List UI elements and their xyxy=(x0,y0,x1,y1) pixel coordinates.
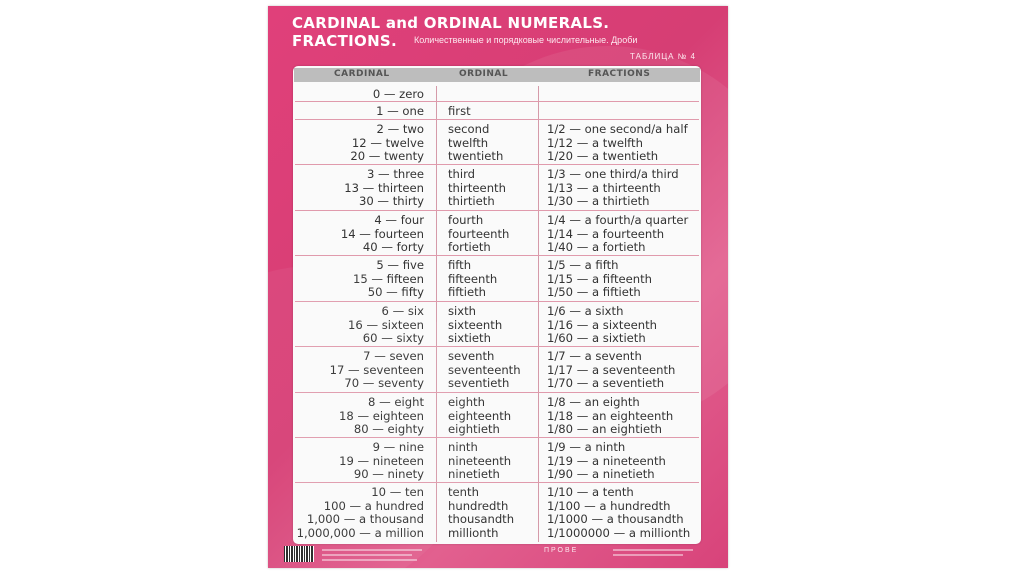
ordinal-cell: millionth xyxy=(448,525,499,540)
cardinal-cell: 18 — eighteen xyxy=(339,408,424,423)
column-divider xyxy=(436,86,437,542)
cardinal-cell: 4 — four xyxy=(374,213,424,227)
numerals-table xyxy=(293,66,701,544)
cardinal-cell: 5 — five xyxy=(376,258,424,272)
row-divider xyxy=(295,301,699,302)
publisher-fine-print xyxy=(322,559,417,561)
row-divider xyxy=(295,210,699,211)
fractions-cell: 1/1000000 — a millionth xyxy=(547,525,691,540)
fractions-cell: 1/90 — a ninetieth xyxy=(547,467,655,482)
column-divider xyxy=(538,86,539,542)
fractions-cell: 1/4 — a fourth/a quarter xyxy=(547,213,689,227)
fractions-cell: 1/15 — a fifteenth xyxy=(547,271,653,286)
ordinal-cell: sixtieth xyxy=(448,331,491,346)
fractions-cell: 1/10 — a tenth xyxy=(547,485,634,499)
ordinal-cell: eighth xyxy=(448,395,485,409)
fractions-cell: 1/20 — a twentieth xyxy=(547,149,659,164)
row-divider xyxy=(295,255,699,256)
numerals-poster xyxy=(268,6,728,568)
fractions-cell: 1/2 — one second/a half xyxy=(547,122,688,136)
ordinal-cell: tenth xyxy=(448,485,479,499)
ordinal-cell: seventh xyxy=(448,349,495,363)
fractions-cell: 1/9 — a ninth xyxy=(547,440,626,454)
ordinal-cell: thousandth xyxy=(448,512,515,527)
cardinal-cell: 2 — two xyxy=(376,122,424,136)
cardinal-cell: 1,000,000 — a million xyxy=(296,525,424,540)
ordinal-cell: sixth xyxy=(448,304,477,318)
publisher-fine-print xyxy=(613,554,683,556)
row-divider xyxy=(295,346,699,347)
fractions-cell: 1/40 — a fortieth xyxy=(547,240,646,255)
publisher-fine-print xyxy=(322,549,422,551)
ordinal-cell: thirtieth xyxy=(448,194,495,209)
cardinal-cell: 1 — one xyxy=(376,104,424,118)
ordinal-cell: twentieth xyxy=(448,149,504,164)
fractions-cell: 1/30 — a thirtieth xyxy=(547,194,650,209)
fractions-cell: 1/12 — a twelfth xyxy=(547,135,643,150)
fractions-cell: 1/80 — an eightieth xyxy=(547,422,662,437)
ordinal-cell: fifteenth xyxy=(448,271,498,286)
cardinal-cell: 3 — three xyxy=(366,167,424,181)
fractions-cell: 1/18 — an eighteenth xyxy=(547,408,674,423)
fractions-cell: 1/6 — a sixth xyxy=(547,304,624,318)
ordinal-cell: second xyxy=(448,122,490,136)
cardinal-cell: 0 — zero xyxy=(372,87,424,101)
fractions-cell: 1/60 — a sixtieth xyxy=(547,331,646,346)
cardinal-cell: 90 — ninety xyxy=(353,467,424,482)
barcode xyxy=(284,546,314,562)
cardinal-cell: 100 — a hundred xyxy=(323,498,424,513)
table-number: ТАБЛИЦА № 4 xyxy=(630,52,696,61)
fractions-cell: 1/1000 — a thousandth xyxy=(547,512,684,527)
cardinal-cell: 12 — twelve xyxy=(351,135,424,150)
row-divider xyxy=(295,101,699,102)
cardinal-cell: 30 — thirty xyxy=(358,194,424,209)
cardinal-cell: 50 — fifty xyxy=(367,285,424,300)
fractions-cell: 1/19 — a nineteenth xyxy=(547,453,666,468)
fractions-cell: 1/17 — a seventeenth xyxy=(547,362,676,377)
cardinal-cell: 17 — seventeen xyxy=(329,362,424,377)
ordinal-cell: seventieth xyxy=(448,376,510,391)
ordinal-cell: seventeenth xyxy=(448,362,521,377)
row-divider xyxy=(295,482,699,483)
cardinal-cell: 6 — six xyxy=(381,304,424,318)
fractions-cell: 1/16 — a sixteenth xyxy=(547,317,657,332)
cardinal-cell: 60 — sixty xyxy=(362,331,424,346)
fractions-cell: 1/14 — a fourteenth xyxy=(547,226,665,241)
fractions-cell: 1/3 — one third/a third xyxy=(547,167,679,181)
ordinal-cell: third xyxy=(448,167,476,181)
table-header xyxy=(294,68,700,82)
ordinal-cell: fourth xyxy=(448,213,484,227)
row-divider xyxy=(295,437,699,438)
ordinal-cell: ninth xyxy=(448,440,478,454)
ordinal-cell: twelfth xyxy=(448,135,489,150)
cardinal-cell: 19 — nineteen xyxy=(339,453,424,468)
row-divider xyxy=(295,164,699,165)
cardinal-cell: 15 — fifteen xyxy=(352,271,424,286)
header-cardinal: CARDINAL xyxy=(334,69,390,79)
cardinal-cell: 8 — eight xyxy=(368,395,424,409)
cardinal-cell: 14 — fourteen xyxy=(340,226,424,241)
cardinal-cell: 80 — eighty xyxy=(353,422,424,437)
cardinal-cell: 20 — twenty xyxy=(350,149,424,164)
cardinal-cell: 9 — nine xyxy=(372,440,424,454)
publisher-logo: ПРОВЕ xyxy=(544,547,579,554)
ordinal-cell: fifth xyxy=(448,258,472,272)
fractions-cell: 1/7 — a seventh xyxy=(547,349,642,363)
poster-subtitle: Количественные и порядковые числительные. Дроби xyxy=(414,35,638,45)
ordinal-cell: fortieth xyxy=(448,240,491,255)
cardinal-cell: 10 — ten xyxy=(371,485,424,499)
ordinal-cell: first xyxy=(448,104,471,118)
poster-title: CARDINAL and ORDINAL NUMERALS. xyxy=(292,14,610,32)
ordinal-cell: nineteenth xyxy=(448,453,512,468)
ordinal-cell: sixteenth xyxy=(448,317,503,332)
row-divider xyxy=(295,392,699,393)
fractions-cell: 1/100 — a hundredth xyxy=(547,498,671,513)
publisher-fine-print xyxy=(613,549,693,551)
ordinal-cell: hundredth xyxy=(448,498,509,513)
header-ordinal: ORDINAL xyxy=(459,69,509,79)
cardinal-cell: 1,000 — a thousand xyxy=(306,512,424,527)
cardinal-cell: 70 — seventy xyxy=(344,376,424,391)
ordinal-cell: eighteenth xyxy=(448,408,512,423)
fractions-cell: 1/13 — a thirteenth xyxy=(547,180,661,195)
fractions-cell: 1/8 — an eighth xyxy=(547,395,640,409)
cardinal-cell: 7 — seven xyxy=(363,349,424,363)
ordinal-cell: thirteenth xyxy=(448,180,506,195)
ordinal-cell: eightieth xyxy=(448,422,500,437)
fractions-cell: 1/50 — a fiftieth xyxy=(547,285,641,300)
fractions-cell: 1/70 — a seventieth xyxy=(547,376,665,391)
ordinal-cell: ninetieth xyxy=(448,467,500,482)
cardinal-cell: 16 — sixteen xyxy=(348,317,424,332)
fractions-cell: 1/5 — a fifth xyxy=(547,258,619,272)
cardinal-cell: 40 — forty xyxy=(362,240,424,255)
ordinal-cell: fourteenth xyxy=(448,226,510,241)
cardinal-cell: 13 — thirteen xyxy=(344,180,424,195)
poster-title-fractions: FRACTIONS. xyxy=(292,32,398,50)
row-divider xyxy=(295,119,699,120)
header-fractions: FRACTIONS xyxy=(588,69,651,79)
publisher-fine-print xyxy=(322,554,412,556)
ordinal-cell: fiftieth xyxy=(448,285,486,300)
